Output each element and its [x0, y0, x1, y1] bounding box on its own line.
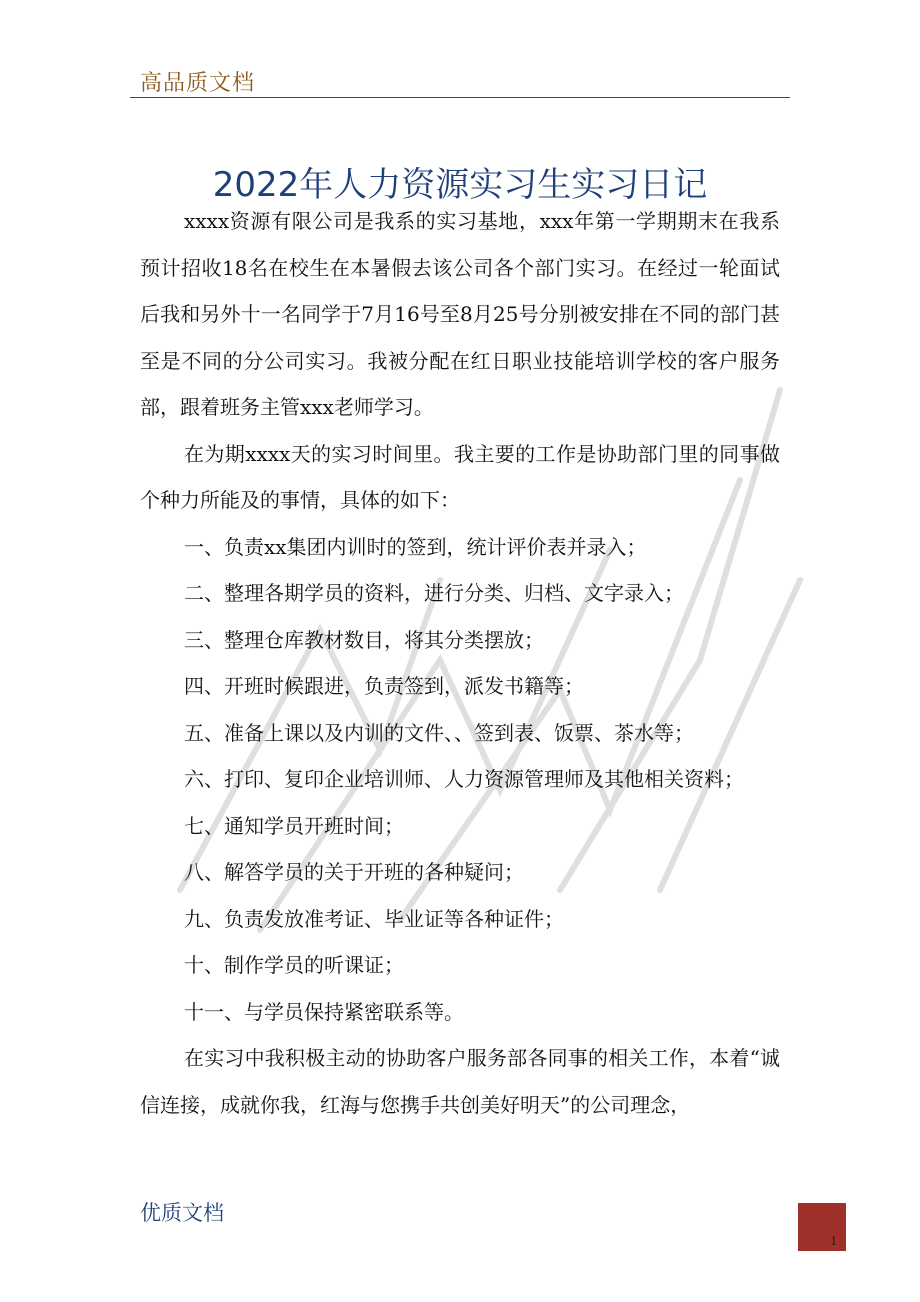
page-number-badge [798, 1203, 846, 1251]
duty-item: 十一、与学员保持紧密联系等。 [184, 999, 464, 1024]
header-divider [130, 97, 790, 98]
paragraph-intro: xxxx资源有限公司是我系的实习基地，xxx年第一学期期末在我系预计招收18名在校生在本暑假去该公司各个部门实习。在经过一轮面试后我和另外十一名同学于7月16号至8月25号分别被安排在不同的部门甚至是不同的分公司实习。我被分配在红日职业技能培训学校的客户服务部，跟着班务主管xxx老师学习。 [140, 209, 780, 419]
duty-item: 六、打印、复印企业培训师、人力资源管理师及其他相关资料； [184, 767, 744, 791]
page-number: 1 [830, 1234, 838, 1248]
paragraph-closing: 在实习中我积极主动的协助客户服务部各同事的相关工作，本着“诚信连接，成就你我，红海与您携手共创美好明天”的公司理念， [140, 1046, 780, 1117]
duty-item: 十、制作学员的听课证； [184, 953, 404, 977]
document-body [140, 198, 780, 1128]
duty-item: 四、开班时候跟进，负责签到，派发书籍等； [184, 674, 584, 698]
duty-item: 七、通知学员开班时间； [184, 813, 404, 838]
duty-item: 八、解答学员的关于开班的各种疑问； [184, 860, 524, 884]
duty-item: 二、整理各期学员的资料，进行分类、归档、文字录入； [184, 581, 684, 605]
duty-item: 三、整理仓库教材数目，将其分类摆放； [184, 627, 544, 652]
document-title: 2022年人力资源实习生实习日记 [212, 164, 708, 205]
duty-item: 一、负责xx集团内训时的签到，统计评价表并录入； [184, 534, 647, 559]
footer-label: 优质文档 [140, 1201, 224, 1225]
header-label: 高品质文档 [140, 71, 256, 96]
duty-item: 九、负责发放准考证、毕业证等各种证件； [184, 906, 564, 931]
duty-item: 五、准备上课以及内训的文件、、签到表、饭票、茶水等； [184, 720, 694, 745]
paragraph-duties-intro: 在为期xxxx天的实习时间里。我主要的工作是协助部门里的同事做个种力所能及的事情，具体的如下： [140, 441, 780, 512]
